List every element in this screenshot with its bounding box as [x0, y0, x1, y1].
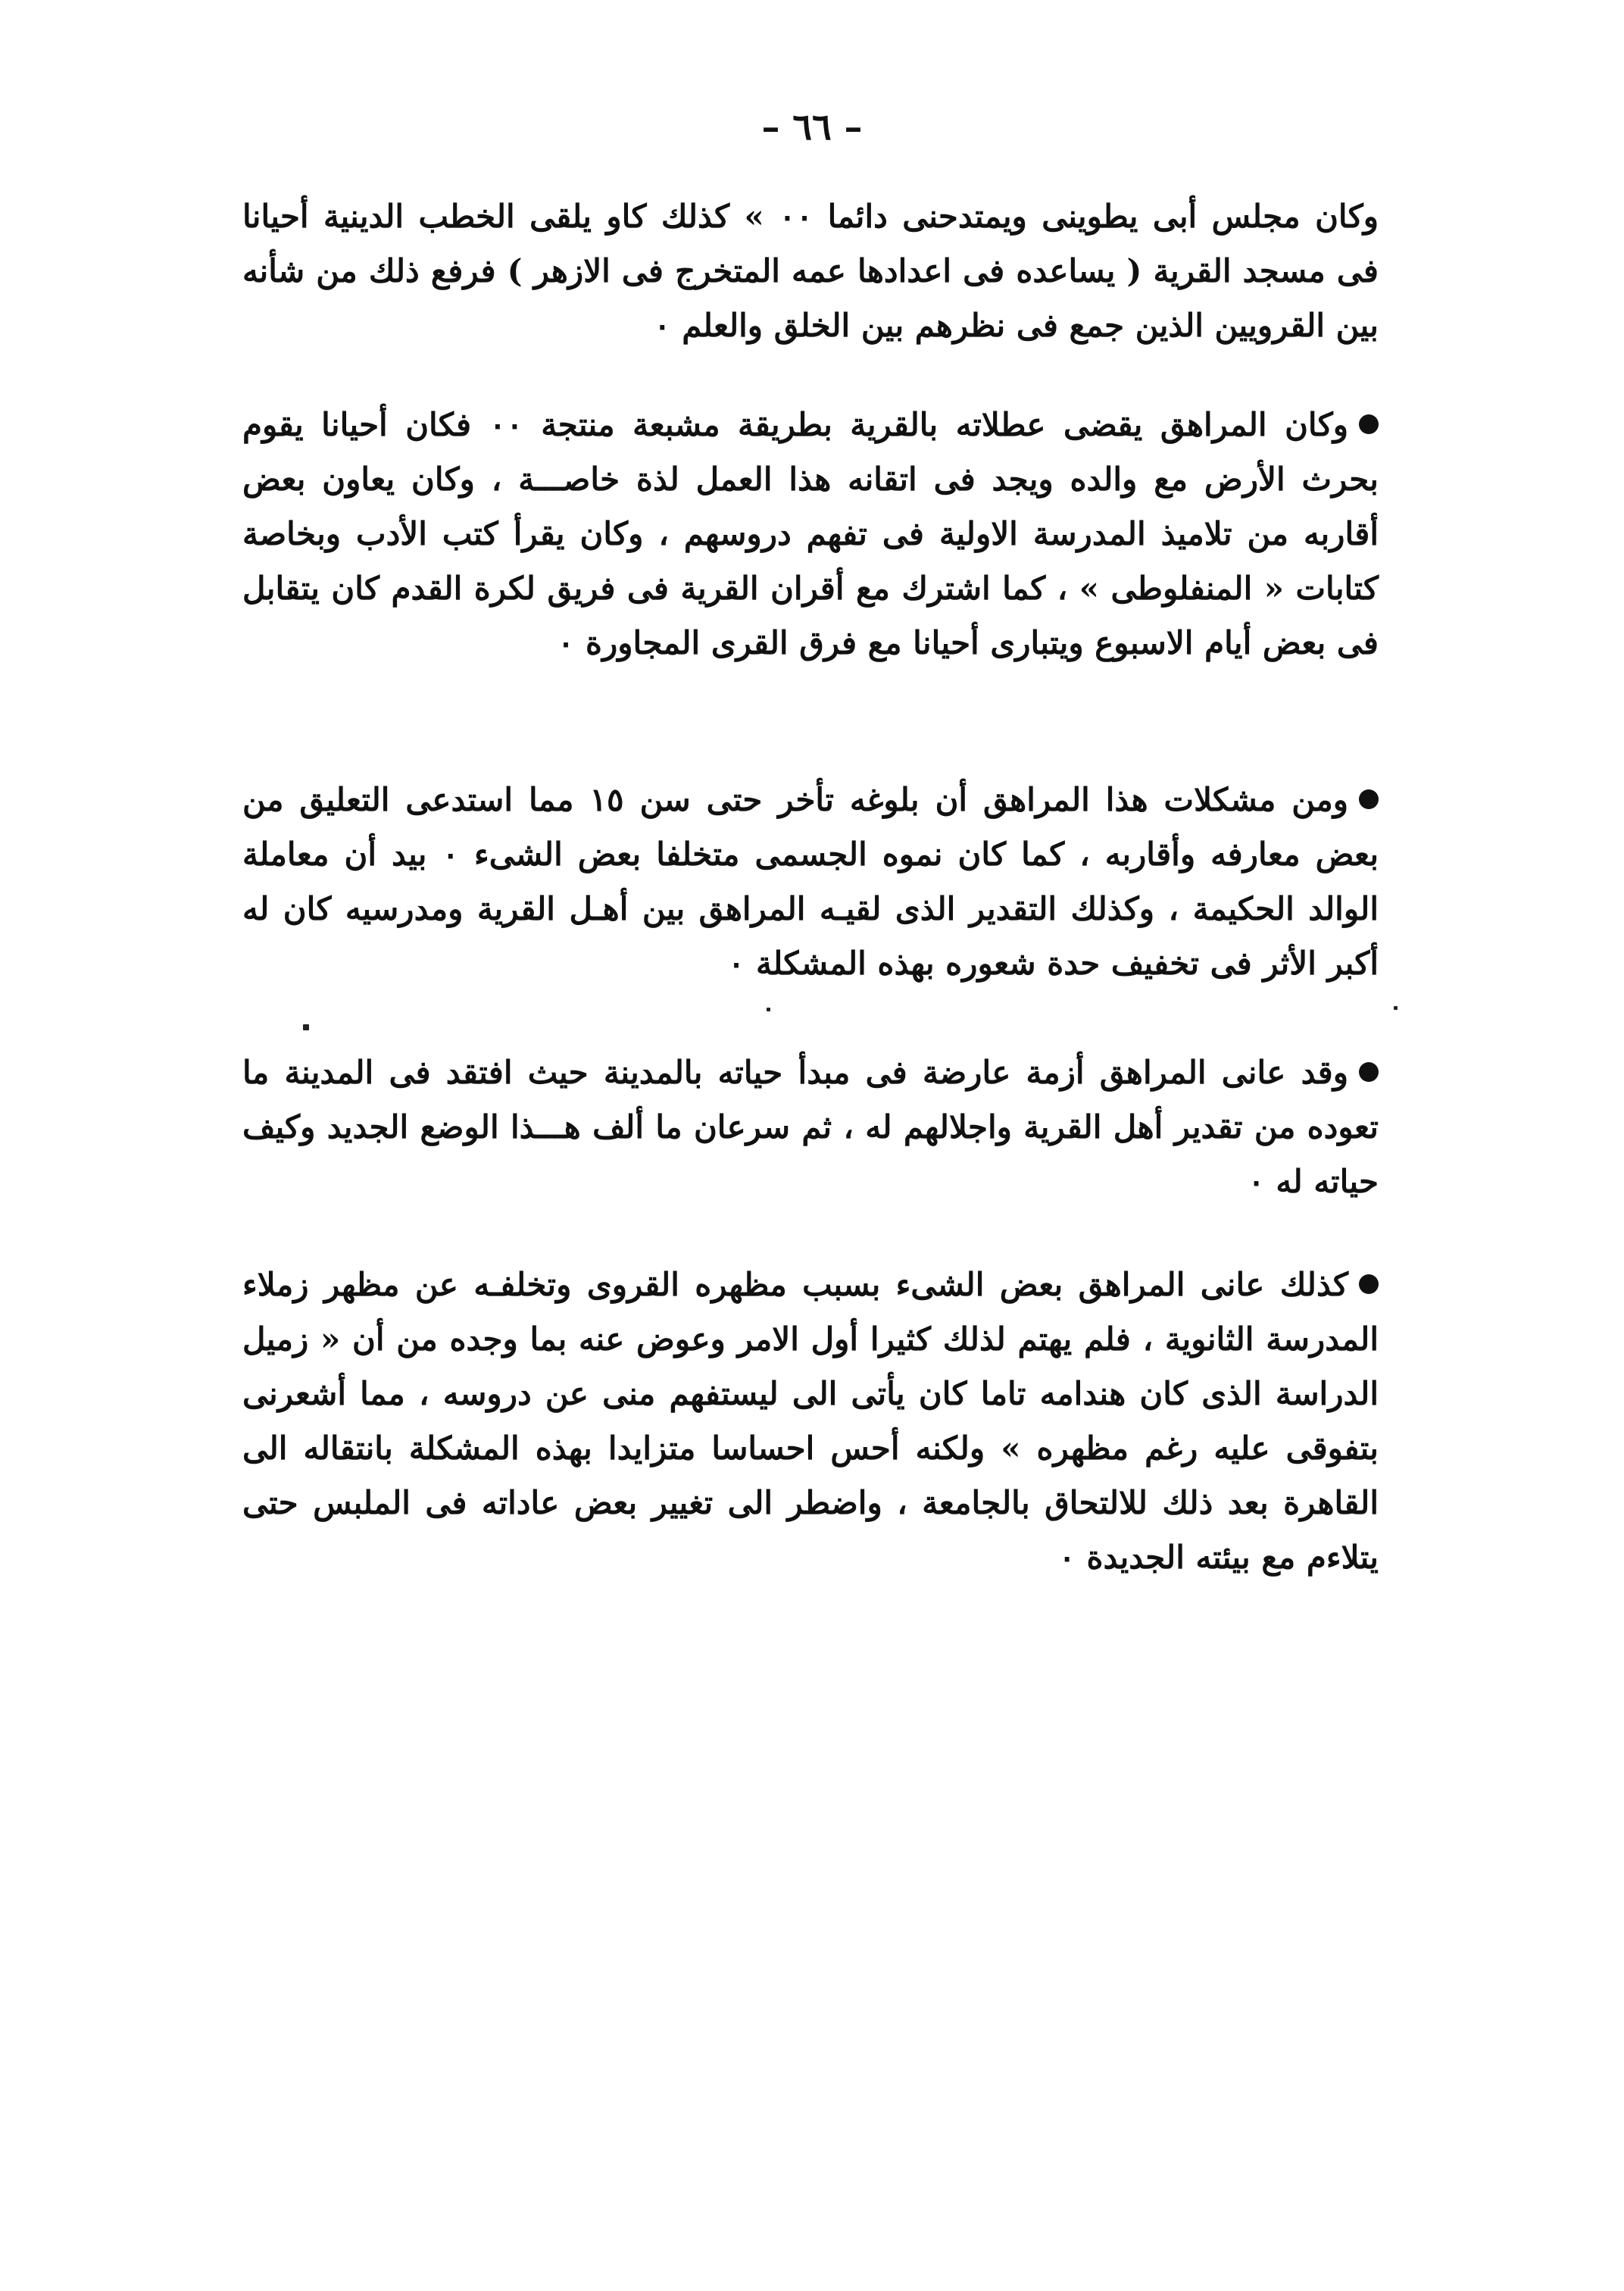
paragraph-1: [242, 189, 1379, 353]
page-number: – ٦٦ –: [761, 106, 863, 148]
paragraph-5: [242, 1258, 1379, 1585]
paragraph-4-text: وقد عانى المراهق أزمة عارضة فى مبدأ حياته بالمدينة حيث افتقد فى المدينة ما تعوده من تقدير أهل القرية واجلالهم له ، ثم سرعان ما ألف هـــذا الوضع الجديد وكيف حياته له ٠: [242, 1054, 1379, 1200]
paragraph-4: [242, 1045, 1379, 1209]
bullet-icon: [1359, 1062, 1379, 1082]
paragraph-2-text: وكان المراهق يقضى عطلاته بالقرية بطريقة مشبعة منتجة ٠٠ فكان أحيانا يقوم بحرث الأرض مع والده ويجد فى اتقانه هذا العمل لذة خاصـــة ، وكان يعاون بعض أقاربه من تلاميذ المدرسة الاولية فى تفهم دروسهم ، وكان يقرأ كتب الأدب وبخاصة كتابات « المنفلوطى » ، كما اشترك مع أقران القرية فى فريق لكرة القدم كان يتقابل فى بعض أيام الاسبوع ويتبارى أحيانا مع فرق القرى المجاورة ٠: [242, 406, 1379, 661]
bullet-icon: [1359, 414, 1379, 434]
scan-speck: [767, 1008, 770, 1011]
paragraph-3: [242, 773, 1379, 991]
paragraph-1-text: وكان مجلس أبى يطوينى ويمتدحنى دائما ٠٠ » كذلك كاو يلقى الخطب الدينية أحيانا فى مسجد القرية ( يساعده فى اعدادها عمه المتخرج فى الازهر ) فرفع ذلك من شأنه بين القرويين الذين جمع فى نظرهم بين الخلق والعلم ٠: [242, 198, 1379, 344]
scan-speck: [303, 1024, 309, 1030]
bullet-icon: [1359, 1274, 1379, 1294]
scan-speck: [1394, 1006, 1398, 1010]
paragraph-2: [242, 398, 1379, 670]
paragraph-3-text: ومن مشكلات هذا المراهق أن بلوغه تأخر حتى سن ١٥ مما استدعى التعليق من بعض معارفه وأقاربه ، كما كان نموه الجسمى متخلفا بعض الشىء ٠ بيد أن معاملة الوالد الحكيمة ، وكذلك التقدير الذى لقيـه المراهق بين أهـل القرية ومدرسيه كان له أكبر الأثر فى تخفيف حدة شعوره بهذه المشكلة ٠: [242, 781, 1379, 982]
paragraph-5-text: كذلك عانى المراهق بعض الشىء بسبب مظهره القروى وتخلفـه عن مظهر زملاء المدرسة الثانوية ، فلم يهتم لذلك كثيرا أول الامر وعوض عنه بما وجده من أن « زميل الدراسة الذى كان هندامه تاما كان يأتى الى ليستفهم منى عن دروسه ، مما أشعرنى بتفوقى عليه رغم مظهره » ولكنه أحس احساسا متزايدا بهذه المشكلة بانتقاله الى القاهرة بعد ذلك للالتحاق بالجامعة ، واضطر الى تغيير بعض عاداته فى الملبس حتى يتلاءم مع بيئته الجديدة ٠: [242, 1266, 1379, 1576]
bullet-icon: [1359, 789, 1379, 809]
